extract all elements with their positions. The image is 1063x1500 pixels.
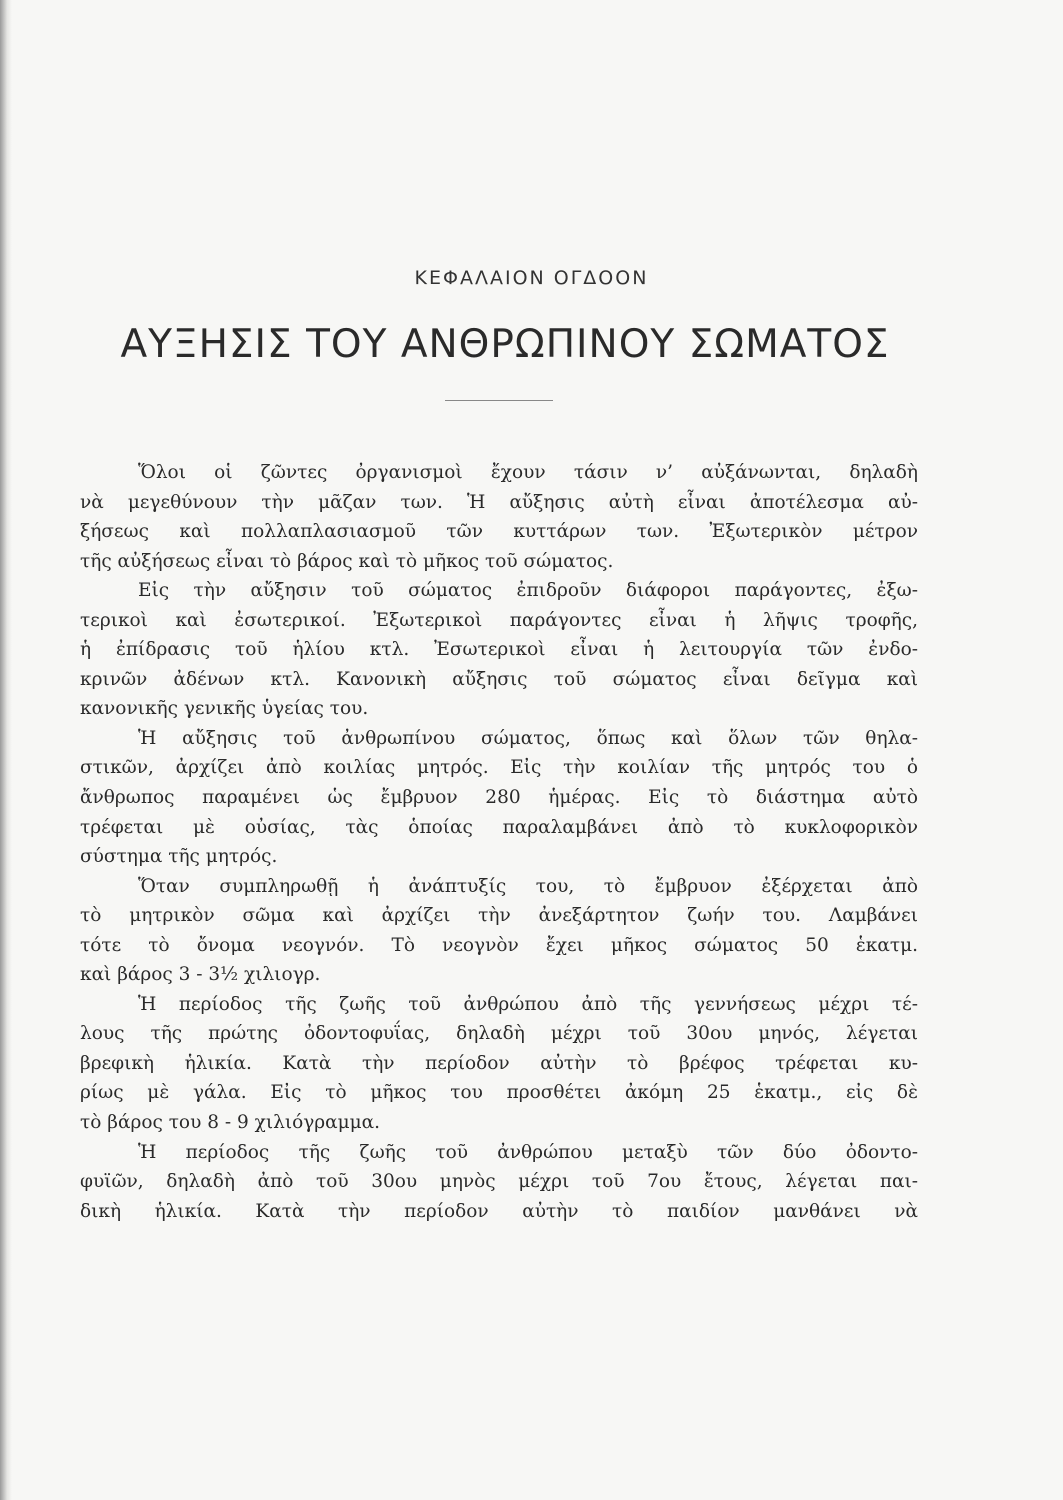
text-line: τὸ βάρος του 8 - 9 χιλιόγραμμα. [80, 1112, 381, 1134]
text-line: τερικοὶ καὶ ἐσωτερικοί. Ἐξωτερικοὶ παράγοντες εἶναι ἡ λῆψις τροφῆς, [80, 609, 918, 631]
text-line: Εἰς τὴν αὔξησιν τοῦ σώματος ἐπιδροῦν διάφοροι παράγοντες, ἐξω- [138, 580, 918, 602]
text-line: κανονικῆς γενικῆς ὑγείας του. [80, 698, 369, 720]
text-line: Ἡ περίοδος τῆς ζωῆς τοῦ ἀνθρώπου ἀπὸ τῆς γεννήσεως μέχρι τέ- [138, 993, 918, 1015]
text-line: σύστημα τῆς μητρός. [80, 846, 278, 868]
chapter-title: ΑΥΞΗΣΙΣ ΤΟΥ ΑΝΘΡΩΠΙΝΟΥ ΣΩΜΑΤΟΣ [120, 322, 890, 367]
text-line: Ἡ περίοδος τῆς ζωῆς τοῦ ἀνθρώπου μεταξὺ τῶν δύο ὀδοντο- [138, 1141, 918, 1163]
title-divider [445, 400, 553, 401]
text-line: φυϊῶν, δηλαδὴ ἀπὸ τοῦ 30ου μηνὸς μέχρι τοῦ 7ου ἔτους, λέγεται παι- [80, 1171, 918, 1193]
text-line: Ἡ αὔξησις τοῦ ἀνθρωπίνου σώματος, ὅπως καὶ ὅλων τῶν θηλα- [138, 727, 918, 749]
text-line: τὸ μητρικὸν σῶμα καὶ ἀρχίζει τὴν ἀνεξάρτητον ζωήν του. Λαμβάνει [80, 905, 918, 927]
text-line: ἄνθρωπος παραμένει ὡς ἔμβρυον 280 ἡμέρας. Εἰς τὸ διάστημα αὐτὸ [80, 787, 918, 809]
text-line: λους τῆς πρώτης ὀδοντοφυΐας, δηλαδὴ μέχρι τοῦ 30ου μηνός, λέγεται [80, 1023, 918, 1045]
text-line: ἡ ἐπίδρασις τοῦ ἡλίου κτλ. Ἐσωτερικοὶ εἶναι ἡ λειτουργία τῶν ἐνδο- [80, 639, 918, 661]
text-line: ρίως μὲ γάλα. Εἰς τὸ μῆκος του προσθέτει ἀκόμη 25 ἑκατμ., εἰς δὲ [80, 1082, 918, 1104]
text-line: βρεφικὴ ἡλικία. Κατὰ τὴν περίοδον αὐτὴν τὸ βρέφος τρέφεται κυ- [80, 1052, 918, 1074]
body-text [80, 458, 918, 1226]
chapter-label: ΚΕΦΑΛΑΙΟΝ ΟΓΔΟΟΝ [414, 267, 649, 289]
text-line: στικῶν, ἀρχίζει ἀπὸ κοιλίας μητρός. Εἰς τὴν κοιλίαν τῆς μητρός του ὁ [80, 757, 918, 779]
text-line: νὰ μεγεθύνουν τὴν μᾶζαν των. Ἡ αὔξησις αὐτὴ εἶναι ἀποτέλεσμα αὐ- [80, 491, 918, 513]
text-line: Ὅταν συμπληρωθῇ ἡ ἀνάπτυξίς του, τὸ ἔμβρυον ἐξέρχεται ἀπὸ [138, 875, 918, 897]
text-line: κρινῶν ἀδένων κτλ. Κανονικὴ αὔξησις τοῦ σώματος εἶναι δεῖγμα καὶ [80, 668, 918, 690]
text-line: Ὅλοι οἱ ζῶντες ὀργανισμοὶ ἔχουν τάσιν ν’ αὐξάνωνται, δηλαδὴ [138, 462, 918, 483]
text-line: δικὴ ἡλικία. Κατὰ τὴν περίοδον αὐτὴν τὸ παιδίον μανθάνει νὰ [80, 1200, 918, 1222]
page-edge [0, 0, 12, 1500]
text-line: τρέφεται μὲ οὐσίας, τὰς ὁποίας παραλαμβάνει ἀπὸ τὸ κυκλοφορικὸν [80, 816, 918, 838]
text-line: τότε τὸ ὄνομα νεογνόν. Τὸ νεογνὸν ἔχει μῆκος σώματος 50 ἑκατμ. [80, 934, 918, 956]
text-line: καὶ βάρος 3 - 3½ χιλιογρ. [80, 964, 321, 986]
text-line: τῆς αὐξήσεως εἶναι τὸ βάρος καὶ τὸ μῆκος τοῦ σώματος. [80, 550, 614, 572]
text-line: ξήσεως καὶ πολλαπλασιασμοῦ τῶν κυττάρων των. Ἐξωτερικὸν μέτρον [80, 521, 918, 543]
